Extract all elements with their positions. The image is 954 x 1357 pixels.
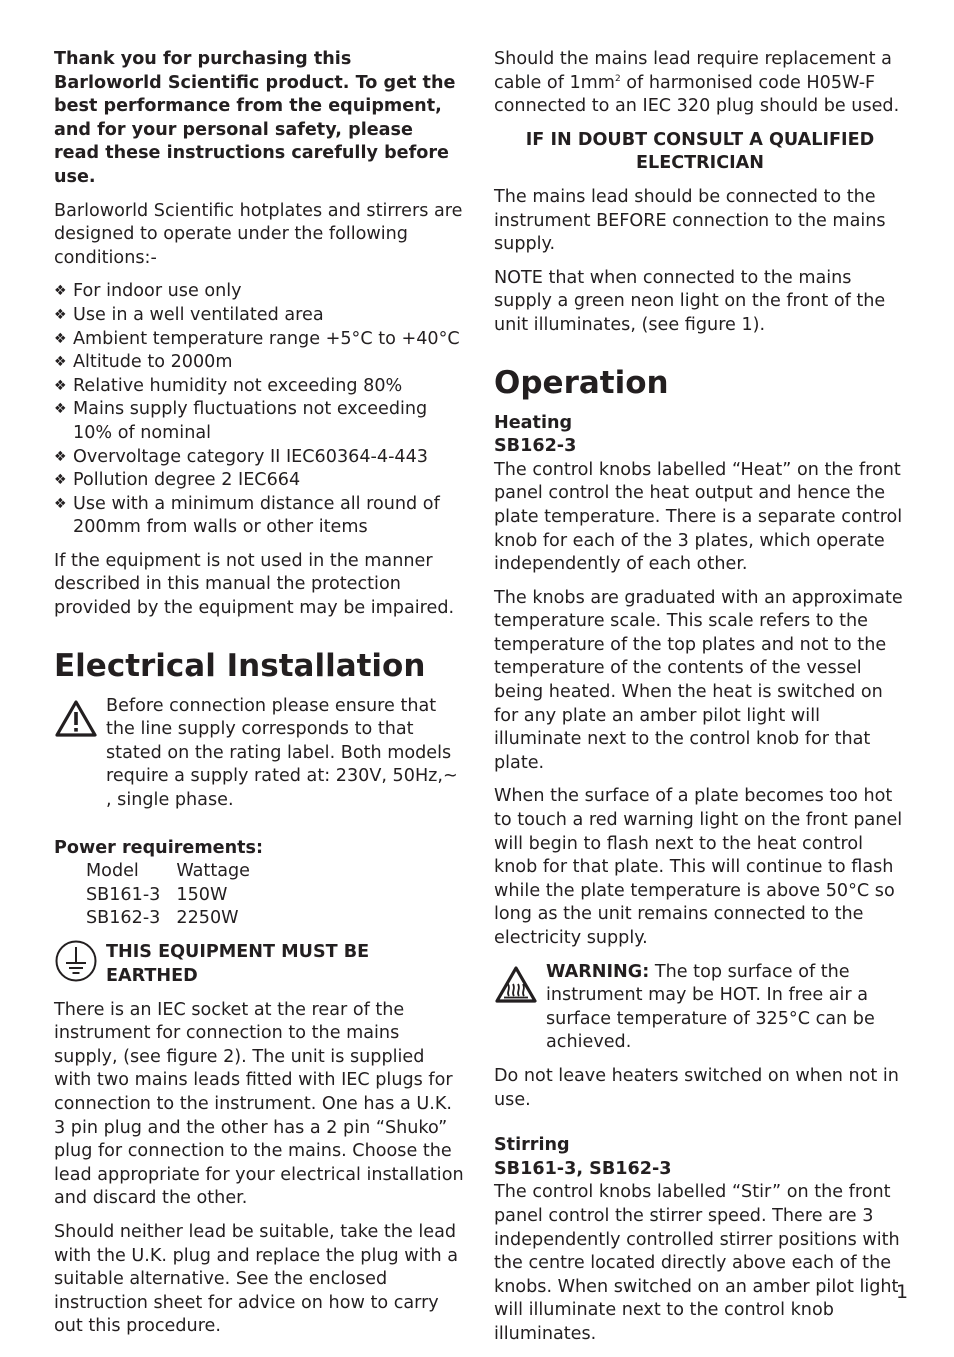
stirring-models-subheading: SB161-3, SB162-3: [494, 1158, 672, 1179]
power-requirements-heading: Power requirements:: [54, 837, 264, 858]
electrical-installation-heading: Electrical Installation: [54, 647, 426, 684]
model-cell: SB162-3: [86, 908, 161, 929]
operation-heading: Operation: [494, 364, 669, 401]
conditions-list: [54, 280, 464, 540]
bullet-marker: ❖: [54, 472, 67, 489]
wattage-cell: 150W: [176, 884, 228, 905]
mains-lead-paragraph: Should the mains lead require replacement a cable of $1mm^2$ of harmonised code H05W-F connected to an IEC 320 plug should be used.: [494, 49, 900, 117]
intro-text: Thank you for purchasing this Barloworld Scientific product. To get the best performance from the equipment, and for your personal safety, please read these instructions carefully before use.: [54, 49, 456, 187]
misuse-note: If the equipment is not used in the manner described in this manual the protection provided by the equipment may be impaired.: [54, 550, 455, 619]
model-cell: SB161-3: [86, 884, 161, 905]
bullet-marker: ❖: [54, 330, 67, 347]
column-header: Model: [86, 861, 139, 882]
list-item: ❖ Pollution degree 2 IEC664: [54, 469, 464, 493]
conditions-intro: Barloworld Scientific hotplates and stirrers are designed to operate under the following conditions:-: [54, 200, 463, 268]
table-header-row: [86, 860, 266, 884]
bullet-marker: ❖: [54, 354, 67, 371]
bullet-marker: ❖: [54, 306, 67, 323]
heating-model-subheading: SB162-3: [494, 436, 577, 457]
warning-triangle-icon: [54, 699, 98, 747]
bullet-marker: ❖: [54, 283, 67, 300]
bullet-marker: ❖: [54, 495, 67, 512]
warning-label: WARNING:: [546, 961, 650, 982]
iec-socket-paragraph: There is an IEC socket at the rear of the instrument for connection to the mains supply, (see figure 2). The unit is supplied with two mains leads fitted with IEC plugs for connection to the instrument. One has a U.K. 3 pin plug and the other has a 2 pin “Shuko” plug for connection to the mains. Choose the lead appropriate for your electrical installation and discard the other.: [54, 999, 464, 1209]
table-row: [86, 884, 266, 908]
heating-paragraph-2: The knobs are graduated with an approximate temperature scale. This scale refers to the temperature of the top plates and not to the temperature of the contents of the vessel being heated. When the heat is switched on for any plate an amber pilot light will illuminate next to the control knob for that plate.: [494, 587, 903, 773]
table-row: [86, 907, 266, 931]
bullet-marker: ❖: [54, 377, 67, 394]
protective-earth-icon: [54, 939, 98, 991]
list-item: ❖ For indoor use only: [54, 280, 464, 304]
lead-replacement-paragraph: Should neither lead be suitable, take the lead with the U.K. plug and replace the plug with a suitable alternative. See the enclosed instruction sheet for advice on how to carry out this procedure.: [54, 1221, 458, 1337]
superscript: 2: [614, 73, 621, 84]
wattage-cell: 2250W: [176, 908, 239, 929]
left-column: [54, 48, 464, 1349]
hot-surface-warning: [494, 961, 906, 1065]
list-item: ❖ Use in a well ventilated area: [54, 304, 464, 328]
earthed-notice: [54, 939, 464, 991]
stirring-paragraph-1: The control knobs labelled “Stir” on the front panel control the stirrer speed. There are 3 independently controlled stirrer positions with the centre located directly above each of the knobs. When switched on an amber pilot light will illuminate next to the control knob illuminates.: [494, 1182, 900, 1344]
hot-surface-warning-text: WARNING: The top surface of the instrument may be HOT. In free air a surface temperature of 325°C can be achieved.: [546, 961, 875, 1053]
list-item: ❖ Overvoltage category II IEC60364-4-443: [54, 446, 464, 470]
do-not-leave-paragraph: Do not leave heaters switched on when not in use.: [494, 1065, 899, 1110]
column-header: Wattage: [176, 861, 250, 882]
bullet-marker: ❖: [54, 448, 67, 465]
neon-note-paragraph: NOTE that when connected to the mains supply a green neon light on the front of the unit illuminates, (see figure 1).: [494, 267, 886, 335]
connection-warning-text: Before connection please ensure that the line supply corresponds to that stated on the rating label. Both models require a supply rated at: 230V, 50Hz,~ , single phase.: [106, 695, 458, 811]
list-item: ❖ Use with a minimum distance all round of 200mm from walls or other items: [54, 493, 440, 538]
bullet-marker: ❖: [54, 401, 67, 418]
earthed-notice-text: THIS EQUIPMENT MUST BE EARTHED: [106, 942, 370, 986]
list-item: ❖ Relative humidity not exceeding 80%: [54, 375, 464, 399]
power-table: [86, 860, 266, 931]
hot-surface-icon: [494, 965, 538, 1013]
heating-paragraph-1: The control knobs labelled “Heat” on the front panel control the heat output and hence the plate temperature. There is a separate control knob for each of the 3 plates, which operate independently of each other.: [494, 459, 903, 575]
list-item: ❖ Ambient temperature range +5°C to +40°C: [54, 328, 464, 352]
page-number: 1: [896, 1281, 909, 1303]
heating-subheading: Heating: [494, 412, 573, 433]
list-item: ❖ Mains supply fluctuations not exceeding 10% of nominal: [54, 399, 428, 443]
stirring-subheading: Stirring: [494, 1135, 570, 1156]
heating-paragraph-3: When the surface of a plate becomes too hot to touch a red warning light on the front panel will begin to flash next to the heat control knob for that plate. This will continue to flash while the plate temperature is above 50°C so long as the unit remains connected to the electricity supply.: [494, 786, 903, 948]
connection-warning: [54, 695, 464, 823]
consult-electrician-notice: IF IN DOUBT CONSULT A QUALIFIED ELECTRICIAN: [525, 129, 875, 174]
list-item: ❖ Altitude to 2000m: [54, 351, 464, 375]
right-column: [494, 48, 909, 1357]
connect-before-paragraph: The mains lead should be connected to the instrument BEFORE connection to the mains supply.: [494, 186, 886, 255]
